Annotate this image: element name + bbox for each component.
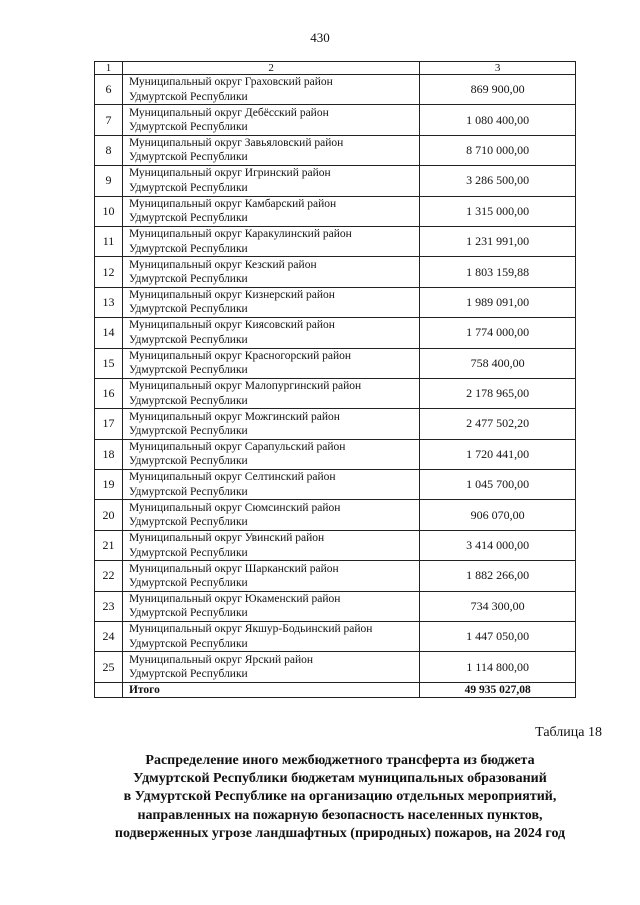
heading-line: подверженных угрозе ландшафтных (природных) пожаров, на 2024 год: [114, 825, 566, 841]
row-number: 22: [95, 561, 123, 591]
municipality-name-line1: Муниципальный округ Игринский район: [128, 167, 331, 180]
table-row: [95, 409, 576, 439]
municipality-name-line1: Муниципальный округ Малопургинский район: [128, 380, 362, 393]
transfer-amount: 8 710 000,00: [420, 135, 576, 165]
municipality-name-line2: Удмуртской Республики: [128, 90, 248, 103]
transfer-amount: 1 774 000,00: [420, 318, 576, 348]
total-number-cell: [95, 682, 123, 697]
row-number: 14: [95, 318, 123, 348]
heading-line: Распределение иного межбюджетного трансферта из бюджета: [145, 753, 535, 768]
table-row: [95, 652, 576, 682]
table-header-row: [95, 62, 576, 75]
column-header-amount: 3: [420, 62, 576, 75]
municipality-name-line1: Муниципальный округ Кизнерский район: [128, 289, 335, 302]
row-number: 15: [95, 348, 123, 378]
municipality-name: [122, 561, 419, 591]
transfer-amount: 1 080 400,00: [420, 105, 576, 135]
municipality-name: [122, 166, 419, 196]
transfer-amount: 1 447 050,00: [420, 622, 576, 652]
row-number: 13: [95, 287, 123, 317]
table-row: [95, 439, 576, 469]
transfer-amount: 906 070,00: [420, 500, 576, 530]
transfer-amount: 1 114 800,00: [420, 652, 576, 682]
transfer-amount: 734 300,00: [420, 591, 576, 621]
budget-table: [94, 61, 576, 698]
municipality-name: [122, 652, 419, 682]
page-number: 430: [310, 30, 330, 45]
municipality-name-line1: Муниципальный округ Селтинский район: [128, 471, 336, 484]
column-header-number: 1: [95, 62, 123, 75]
municipality-name-line1: Муниципальный округ Шарканский район: [128, 562, 339, 575]
table-row: [95, 257, 576, 287]
table-row: [95, 135, 576, 165]
municipality-name: [122, 470, 419, 500]
municipality-name-line2: Удмуртской Республики: [128, 607, 248, 620]
table-row: [95, 318, 576, 348]
transfer-amount: 1 720 441,00: [420, 439, 576, 469]
municipality-name-line2: Удмуртской Республики: [128, 364, 248, 377]
municipality-name: [122, 75, 419, 105]
table-row: [95, 622, 576, 652]
municipality-name-line1: Муниципальный округ Ярский район: [128, 653, 313, 666]
municipality-name: [122, 439, 419, 469]
row-number: 10: [95, 196, 123, 226]
table-row: [95, 530, 576, 560]
municipality-name: [122, 622, 419, 652]
municipality-name-line1: Муниципальный округ Увинский район: [128, 532, 325, 545]
transfer-amount: 1 231 991,00: [420, 226, 576, 256]
row-number: 17: [95, 409, 123, 439]
municipality-name-line2: Удмуртской Республики: [128, 516, 248, 529]
row-number: 18: [95, 439, 123, 469]
transfer-amount: 1 803 159,88: [420, 257, 576, 287]
transfer-amount: 1 045 700,00: [420, 470, 576, 500]
municipality-name-line1: Муниципальный округ Завьяловский район: [128, 137, 344, 150]
municipality-name-line1: Муниципальный округ Сюмсинский район: [128, 501, 341, 514]
total-row: [95, 682, 576, 697]
municipality-name-line2: Удмуртской Республики: [128, 273, 248, 286]
municipality-name: [122, 318, 419, 348]
table-row: [95, 348, 576, 378]
heading-line: Удмуртской Республики бюджетам муниципальных образований: [133, 771, 547, 787]
table-row: [95, 470, 576, 500]
municipality-name: [122, 287, 419, 317]
municipality-name: [122, 348, 419, 378]
municipality-name-line1: Муниципальный округ Можгинский район: [128, 410, 340, 423]
row-number: 20: [95, 500, 123, 530]
municipality-name: [122, 135, 419, 165]
municipality-name-line2: Удмуртской Республики: [128, 212, 248, 225]
row-number: 6: [95, 75, 123, 105]
municipality-name-line2: Удмуртской Республики: [128, 303, 248, 316]
table-row: [95, 105, 576, 135]
table-row: [95, 75, 576, 105]
municipality-name-line1: Муниципальный округ Камбарский район: [128, 197, 337, 210]
municipality-name-line2: Удмуртской Республики: [128, 576, 248, 589]
row-number: 9: [95, 166, 123, 196]
municipality-name-line1: Муниципальный округ Красногорский район: [128, 349, 352, 362]
municipality-name-line2: Удмуртской Республики: [128, 242, 248, 255]
municipality-name: [122, 378, 419, 408]
municipality-name-line1: Муниципальный округ Дебёсский район: [128, 106, 329, 119]
table-row: [95, 287, 576, 317]
transfer-amount: 3 414 000,00: [420, 530, 576, 560]
municipality-name-line2: Удмуртской Республики: [128, 637, 248, 650]
row-number: 11: [95, 226, 123, 256]
municipality-name-line2: Удмуртской Республики: [128, 151, 248, 164]
row-number: 12: [95, 257, 123, 287]
municipality-name-line2: Удмуртской Республики: [128, 485, 248, 498]
table-row: [95, 561, 576, 591]
municipality-name-line1: Муниципальный округ Якшур-Бодьинский район: [128, 623, 373, 636]
municipality-name: [122, 409, 419, 439]
row-number: 23: [95, 591, 123, 621]
transfer-amount: 758 400,00: [420, 348, 576, 378]
municipality-name-line1: Муниципальный округ Киясовский район: [128, 319, 335, 332]
table-heading: [80, 752, 600, 843]
column-header-name: 2: [122, 62, 419, 75]
municipality-name-line2: Удмуртской Республики: [128, 546, 248, 559]
transfer-amount: 1 882 266,00: [420, 561, 576, 591]
municipality-name-line2: Удмуртской Республики: [128, 333, 248, 346]
row-number: 7: [95, 105, 123, 135]
total-amount: 49 935 027,08: [420, 682, 576, 697]
municipality-name-line2: Удмуртской Республики: [128, 424, 248, 437]
transfer-amount: 869 900,00: [420, 75, 576, 105]
row-number: 8: [95, 135, 123, 165]
municipality-name-line1: Муниципальный округ Граховский район: [128, 76, 333, 89]
transfer-amount: 1 315 000,00: [420, 196, 576, 226]
table-label: Таблица 18: [535, 725, 602, 740]
municipality-name-line2: Удмуртской Республики: [128, 121, 248, 134]
municipality-name-line1: Муниципальный округ Сарапульский район: [128, 441, 346, 453]
table-row: [95, 226, 576, 256]
transfer-amount: 3 286 500,00: [420, 166, 576, 196]
row-number: 16: [95, 378, 123, 408]
municipality-name-line2: Удмуртской Республики: [128, 668, 248, 681]
table-row: [95, 166, 576, 196]
municipality-name-line1: Муниципальный округ Кезский район: [128, 258, 317, 271]
municipality-name-line1: Муниципальный округ Юкаменский район: [128, 592, 341, 605]
municipality-name: [122, 105, 419, 135]
municipality-name: [122, 500, 419, 530]
municipality-name-line2: Удмуртской Республики: [128, 394, 248, 407]
municipality-name: [122, 530, 419, 560]
table-row: [95, 500, 576, 530]
table-row: [95, 196, 576, 226]
transfer-amount: 2 178 965,00: [420, 378, 576, 408]
municipality-name: [122, 257, 419, 287]
transfer-amount: 1 989 091,00: [420, 287, 576, 317]
row-number: 21: [95, 530, 123, 560]
row-number: 19: [95, 470, 123, 500]
total-label: Итого: [122, 682, 419, 697]
row-number: 25: [95, 652, 123, 682]
municipality-name-line2: Удмуртской Республики: [128, 181, 248, 194]
transfer-amount: 2 477 502,20: [420, 409, 576, 439]
row-number: 24: [95, 622, 123, 652]
municipality-name-line1: Муниципальный округ Каракулинский район: [128, 228, 352, 241]
municipality-name: [122, 226, 419, 256]
municipality-name-line2: Удмуртской Республики: [128, 455, 248, 468]
heading-line: направленных на пожарную безопасность населенных пунктов,: [137, 807, 543, 823]
table-row: [95, 591, 576, 621]
municipality-name: [122, 591, 419, 621]
municipality-name: [122, 196, 419, 226]
table-row: [95, 378, 576, 408]
heading-line: в Удмуртской Республике на организацию отдельных мероприятий,: [123, 789, 557, 805]
